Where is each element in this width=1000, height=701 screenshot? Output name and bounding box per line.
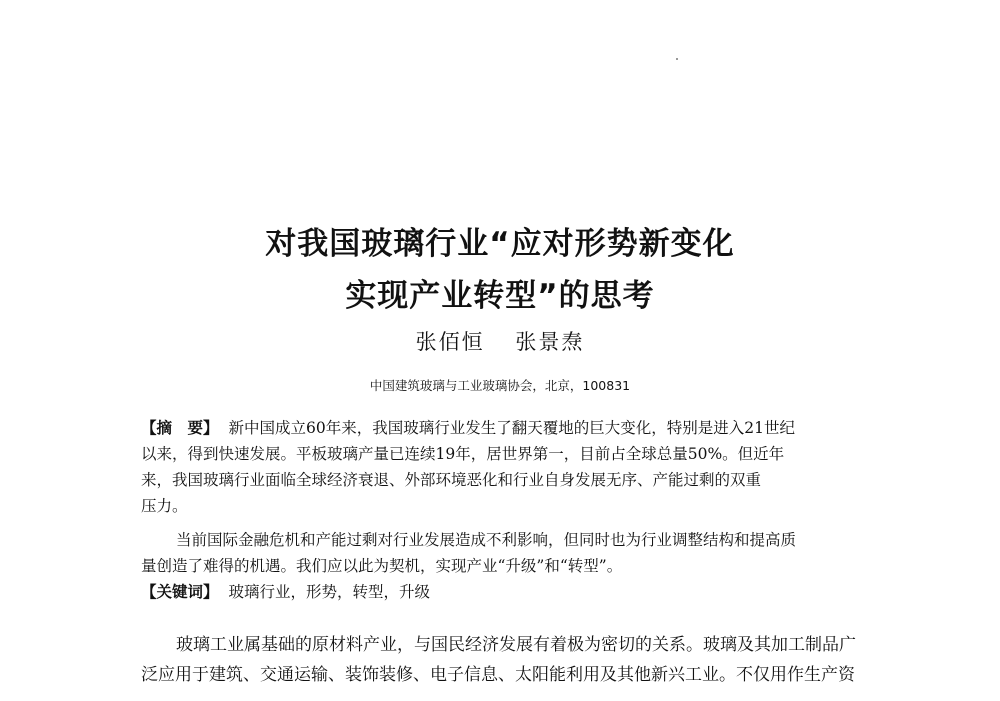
body-line: 玻璃工业属基础的原材料产业，与国民经济发展有着极为密切的关系。玻璃及其加工制品广 [176, 635, 856, 655]
keywords-tag: 【关键词】 [141, 583, 219, 601]
paper-title-line-1: 对我国玻璃行业“应对形势新变化 [265, 226, 735, 262]
paper-title-line-2: 实现产业转型”的思考 [345, 278, 655, 314]
affiliation: 中国建筑玻璃与工业玻璃协会，北京，100831 [369, 378, 631, 393]
abstract-text: 新中国成立60年来，我国玻璃行业发生了翻天覆地的巨大变化，特别是进入21世纪 [228, 419, 795, 437]
keywords-text: 玻璃行业，形势，转型，升级 [228, 583, 431, 601]
author-name: 张景焘 [515, 330, 585, 354]
keywords-line [141, 582, 430, 602]
abstract-line: 量创造了难得的机遇。我们应以此为契机，实现产业“升级”和“转型”。 [141, 557, 623, 575]
abstract-line: 来，我国玻璃行业面临全球经济衰退、外部环境恶化和行业自身发展无序、产能过剩的双重 [141, 471, 762, 489]
abstract-tag: 【摘 要】 [141, 419, 219, 437]
abstract-line: 当前国际金融危机和产能过剩对行业发展造成不利影响，但同时也为行业调整结构和提高质 [176, 531, 797, 549]
abstract-line [141, 418, 795, 438]
author-name: 张佰恒 [415, 330, 485, 354]
author-list [0, 326, 1000, 356]
abstract-line: 压力。 [141, 497, 188, 515]
body-line: 泛应用于建筑、交通运输、装饰装修、电子信息、太阳能利用及其他新兴工业。不仅用作生产资 [141, 665, 855, 685]
scan-speck [676, 58, 678, 60]
abstract-line: 以来，得到快速发展。平板玻璃产量已连续19年，居世界第一，目前占全球总量50%。但近年 [141, 445, 785, 463]
